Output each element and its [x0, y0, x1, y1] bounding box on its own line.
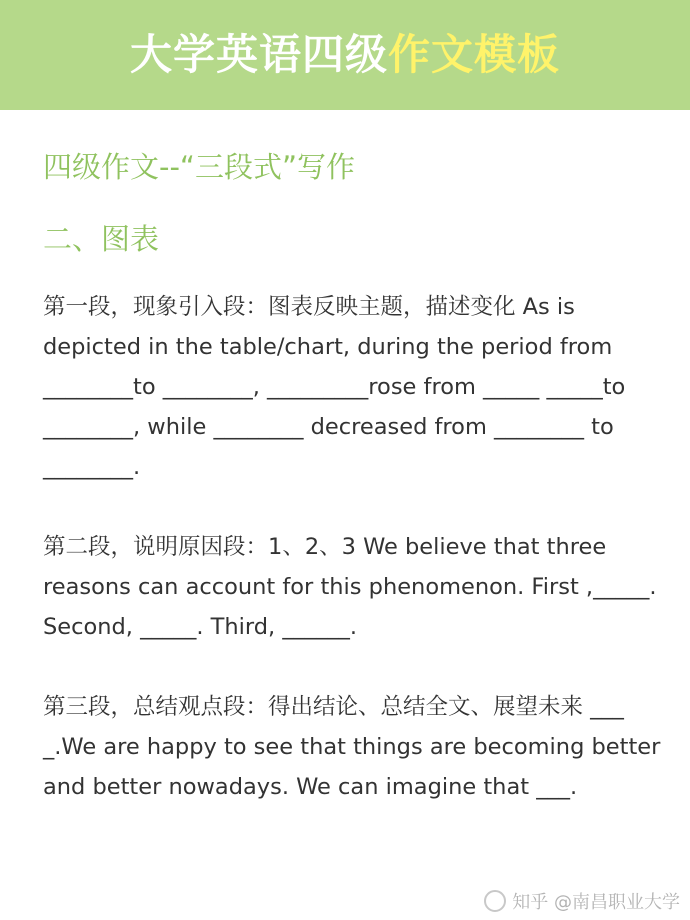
paragraph-1: 第一段，现象引入段：图表反映主题，描述变化 As is depicted in the table/chart, during the period from ________to ________, _________rose from _____ _____to ________, while ________ decreased from ________ to ________.	[43, 293, 626, 480]
watermark-text: 知乎 @南昌职业大学	[512, 892, 680, 913]
title-banner	[0, 0, 690, 110]
weibo-logo-icon	[484, 890, 506, 912]
paragraph-2: 第二段，说明原因段：1、2、3 We believe that three reasons can account for this phenomenon. First ,_____. Second, _____. Third, ______.	[43, 533, 657, 640]
watermark	[484, 888, 680, 914]
page-title-part2: 作文模板	[388, 30, 561, 79]
subsection-heading: 二、图表	[43, 221, 160, 256]
page-title	[129, 30, 561, 79]
page-title-part1: 大学英语四级	[129, 30, 388, 79]
article-body	[43, 150, 663, 807]
section-heading: 四级作文--“三段式”写作	[43, 150, 355, 184]
paragraph-3: 第三段，总结观点段：得出结论、总结全文、展望未来 ___ _.We are happy to see that things are becoming better and better nowadays. We can imagine that ___.	[43, 693, 661, 800]
